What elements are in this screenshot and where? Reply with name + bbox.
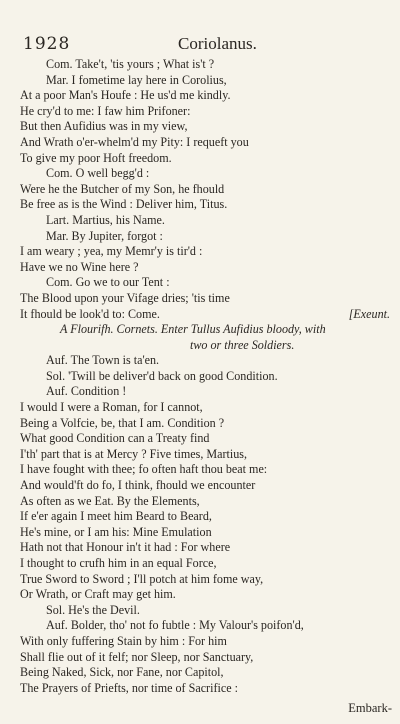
text-line <box>20 572 390 588</box>
text-line <box>20 73 390 89</box>
line-text: Sol. 'Twill be deliver'd back on good Condition. <box>46 368 278 383</box>
text-line <box>20 57 390 73</box>
text-line <box>20 151 390 167</box>
line-text: A Flourifh. Cornets. Enter Tullus Aufidius bloody, with <box>60 322 326 337</box>
text-line <box>20 587 390 603</box>
catchword: Embark- <box>348 701 392 715</box>
line-text: Mar. By Jupiter, forgot : <box>46 228 163 243</box>
text-line <box>20 400 390 416</box>
line-text: True Sword to Sword ; I'll potch at him fome way, <box>20 571 264 586</box>
text-line <box>20 291 390 307</box>
line-text: To give my poor Hoft freedom. <box>20 150 172 165</box>
stage-direction-exit: [Exeunt. <box>348 306 390 321</box>
text-line <box>20 229 390 245</box>
line-text: The Blood upon your Vifage dries; 'tis time <box>20 290 230 305</box>
text-line <box>20 478 390 494</box>
line-text: Auf. Condition ! <box>46 384 127 399</box>
line-text: And Wrath o'er-whelm'd my Pity: I requeft you <box>20 134 249 149</box>
text-line <box>20 338 390 354</box>
page-header <box>23 34 380 56</box>
text-line <box>20 650 390 666</box>
text-line <box>20 166 390 182</box>
text-line <box>20 307 390 323</box>
line-text: Auf. The Town is ta'en. <box>46 353 160 368</box>
line-text: Com. Take't, 'tis yours ; What is't ? <box>46 57 215 71</box>
text-line <box>20 135 390 151</box>
text-line <box>20 618 390 634</box>
line-text: Being a Volfcie, be, that I am. Condition ? <box>20 415 225 430</box>
text-line <box>20 88 390 104</box>
line-text: I'th' part that is at Mercy ? Five times, Martius, <box>20 446 248 461</box>
line-text: At a poor Man's Houfe : He us'd me kindly. <box>20 88 231 103</box>
line-text: Be free as is the Wind : Deliver him, Titus. <box>20 197 228 212</box>
text-line <box>20 213 390 229</box>
line-text: I would I were a Roman, for I cannot, <box>20 400 203 415</box>
line-text: two or three Soldiers. <box>190 337 295 352</box>
text-line <box>20 665 390 681</box>
line-text: What good Condition can a Treaty find <box>20 431 210 446</box>
line-text: Hath not that Honour in't it had : For where <box>20 540 231 555</box>
line-text: I thought to crufh him in an equal Force, <box>20 556 217 570</box>
text-line <box>20 509 390 525</box>
line-text: Shall flie out of it felf; nor Sleep, nor Sanctuary, <box>20 649 254 664</box>
text-line <box>20 540 390 556</box>
text-line <box>20 369 390 385</box>
text-line <box>20 431 390 447</box>
line-text: As often as we Eat. By the Elements, <box>20 493 200 508</box>
line-text: Were he the Butcher of my Son, he fhould <box>20 181 225 196</box>
text-line <box>20 182 390 198</box>
line-text: Sol. He's the Devil. <box>46 602 140 617</box>
line-text: With only fuffering Stain by him : For him <box>20 633 227 648</box>
running-title: Coriolanus. <box>178 34 257 53</box>
line-text: I am weary ; yea, my Memr'y is tir'd : <box>20 244 203 259</box>
text-line <box>20 260 390 276</box>
text-line <box>20 104 390 120</box>
text-line <box>20 447 390 463</box>
text-line <box>20 197 390 213</box>
line-text: Lart. Martius, his Name. <box>46 212 165 227</box>
line-text: He cry'd to me: I faw him Prifoner: <box>20 103 191 118</box>
text-line <box>20 462 390 478</box>
line-text: Or Wrath, or Craft may get him. <box>20 587 176 602</box>
text-line <box>20 416 390 432</box>
text-line <box>20 322 390 338</box>
text-line <box>20 525 390 541</box>
line-text: If e'er again I meet him Beard to Beard, <box>20 509 212 524</box>
text-line <box>20 556 390 572</box>
line-text: Com. Go we to our Tent : <box>46 275 170 290</box>
text-line <box>20 244 390 260</box>
line-text: And would'ft do fo, I think, fhould we encounter <box>20 478 256 493</box>
line-text: Have we no Wine here ? <box>20 259 139 274</box>
text-line <box>20 275 390 291</box>
text-line <box>20 353 390 369</box>
line-text: Being Naked, Sick, nor Fane, nor Capitol, <box>20 665 224 680</box>
line-text: But then Aufidius was in my view, <box>20 119 188 134</box>
text-line <box>20 384 390 400</box>
line-text: I have fought with thee; fo often haft thou beat me: <box>20 462 268 477</box>
text-line <box>20 603 390 619</box>
line-text: Mar. I fometime lay here in Corolius, <box>46 72 227 87</box>
line-text: It fhould be look'd to: Come. <box>20 306 160 321</box>
text-line <box>20 681 390 697</box>
line-text: He's mine, or I am his: Mine Emulation <box>20 524 212 539</box>
play-text <box>20 57 390 696</box>
line-text: Com. O well begg'd : <box>46 166 150 181</box>
page-number: 1928 <box>23 34 71 54</box>
text-line <box>20 494 390 510</box>
line-text: Auf. Bolder, tho' not fo fubtle : My Valour's poifon'd, <box>46 618 304 633</box>
text-line <box>20 119 390 135</box>
text-line <box>20 634 390 650</box>
line-text: The Prayers of Priefts, nor time of Sacrifice : <box>20 680 238 695</box>
